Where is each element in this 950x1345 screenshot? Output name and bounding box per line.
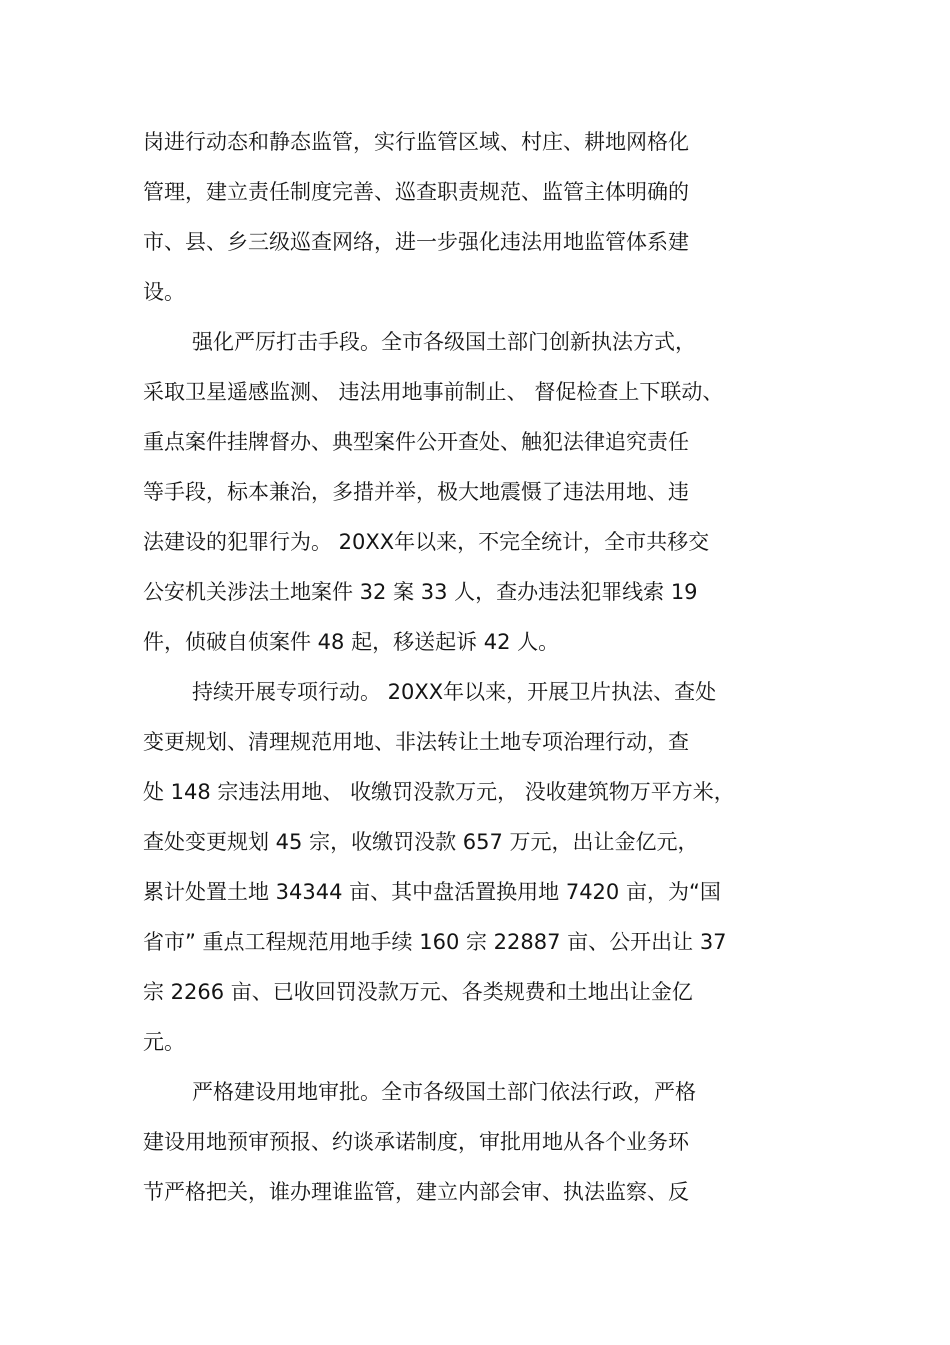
text-line: 重点案件挂牌督办、典型案件公开查处、触犯法律追究责任 [143, 430, 689, 454]
text-line: 设。 [143, 280, 185, 304]
text-line: 等手段，标本兼治，多措并举，极大地震慑了违法用地、违 [143, 480, 689, 504]
text-line: 管理，建立责任制度完善、巡查职责规范、监管主体明确的 [143, 180, 689, 204]
text-line: 宗 2266 亩、已收回罚没款万元、各类规费和土地出让金亿 [143, 980, 693, 1004]
text-line: 件，侦破自侦案件 48 起，移送起诉 42 人。 [143, 630, 560, 654]
paragraph-first-line: 严格建设用地审批。全市各级国土部门依法行政，严格 [192, 1080, 696, 1104]
text-line: 法建设的犯罪行为。 20XX年以来，不完全统计，全市共移交 [143, 530, 710, 554]
paragraph-first-line: 持续开展专项行动。 20XX年以来，开展卫片执法、查处 [192, 680, 717, 704]
text-line: 岗进行动态和静态监管，实行监管区域、村庄、耕地网格化 [143, 130, 689, 154]
text-line: 累计处置土地 34344 亩、其中盘活置换用地 7420 亩，为“国 [143, 880, 721, 904]
text-line: 处 148 宗违法用地、 收缴罚没款万元， 没收建筑物万平方米， [143, 780, 735, 804]
text-line: 省市” 重点工程规范用地手续 160 宗 22887 亩、公开出让 37 [143, 930, 727, 954]
text-line: 变更规划、清理规范用地、非法转让土地专项治理行动，查 [143, 730, 689, 754]
paragraph-first-line: 强化严厉打击手段。全市各级国土部门创新执法方式， [192, 330, 696, 354]
text-line: 公安机关涉法土地案件 32 案 33 人，查办违法犯罪线索 19 [143, 580, 698, 604]
text-line: 查处变更规划 45 宗，收缴罚没款 657 万元，出让金亿元， [143, 830, 699, 854]
text-line: 建设用地预审预报、约谈承诺制度，审批用地从各个业务环 [143, 1130, 689, 1154]
text-line: 市、县、乡三级巡查网络，进一步强化违法用地监管体系建 [143, 230, 689, 254]
text-line: 节严格把关，谁办理谁监管，建立内部会审、执法监察、反 [143, 1180, 689, 1204]
text-line: 采取卫星遥感监测、 违法用地事前制止、 督促检查上下联动、 [143, 380, 724, 404]
text-line: 元。 [143, 1030, 185, 1054]
